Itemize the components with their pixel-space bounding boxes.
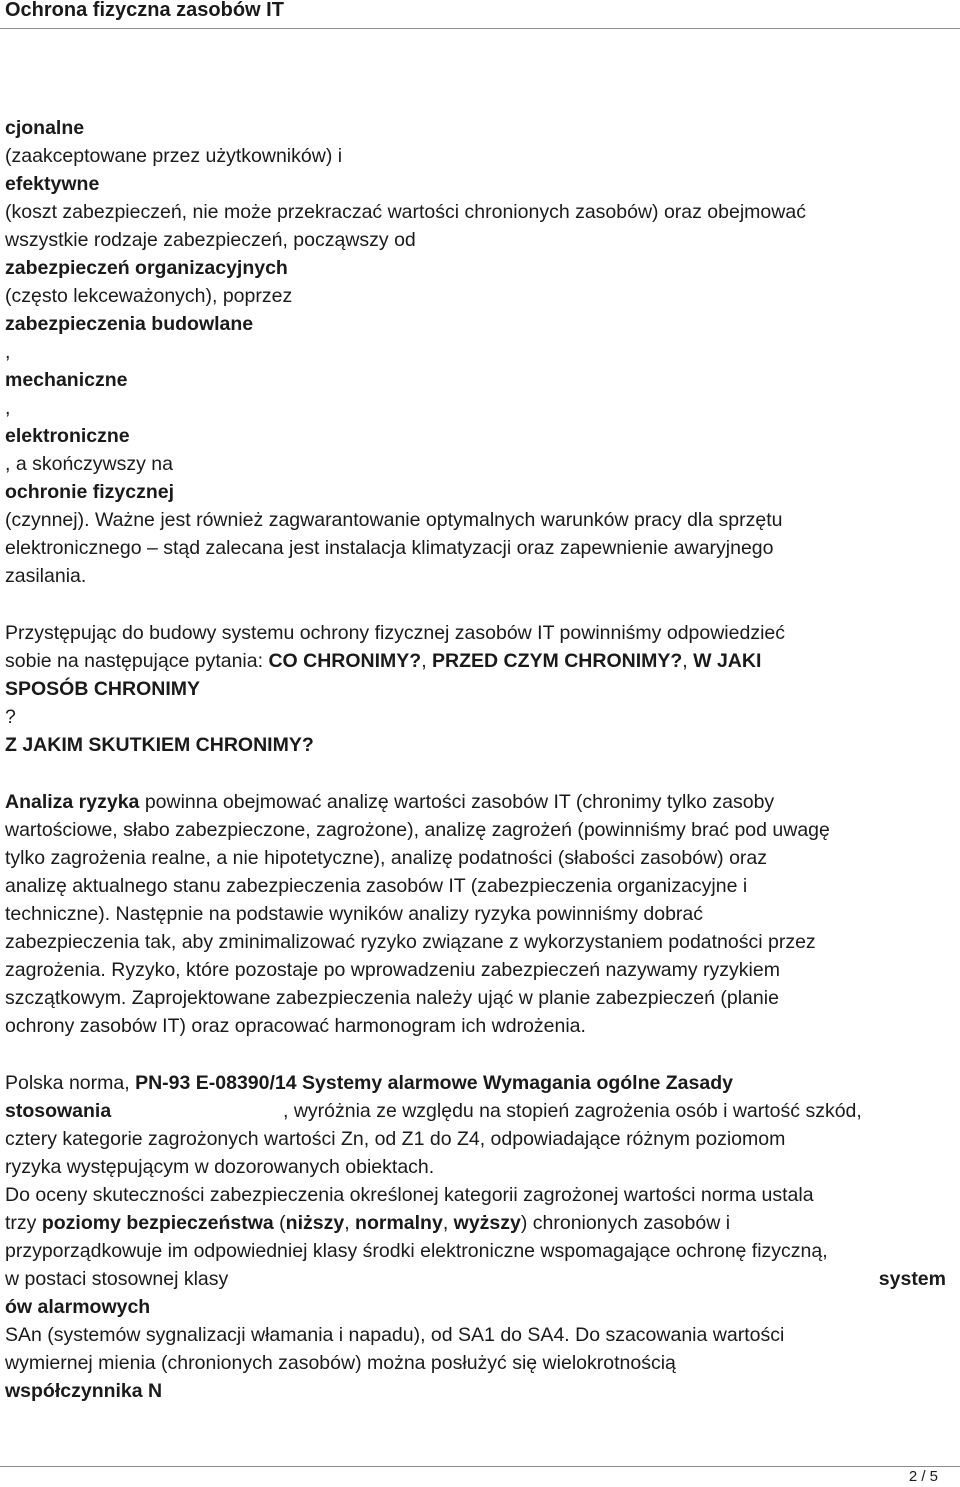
text-line: szczątkowym. Zaprojektowane zabezpieczenia należy ująć w planie zabezpieczeń (planie (5, 987, 779, 1009)
text-run: , (442, 1212, 454, 1234)
text-run: W JAKI (693, 650, 762, 672)
text-run: Polska norma, (5, 1072, 136, 1094)
header-divider (0, 28, 960, 29)
text-line (5, 1209, 955, 1237)
text-line: zabezpieczeń organizacyjnych (5, 257, 288, 279)
text-run: , (682, 650, 694, 672)
text-run: , (421, 650, 433, 672)
text-line: zasilania. (5, 565, 87, 587)
page-header (0, 0, 960, 30)
text-line: ów alarmowych (5, 1296, 151, 1318)
text-run: system (878, 1268, 946, 1290)
norm-title: stosowania (5, 1100, 112, 1122)
text-run: poziomy bezpieczeństwa (41, 1212, 274, 1234)
text-line: , (5, 341, 11, 363)
text-line: elektroniczne (5, 425, 130, 447)
text-line: wartościowe, słabo zabezpieczone, zagrożone), analizę zagrożeń (powinniśmy brać pod uwagę (5, 819, 830, 841)
text-line: , a skończywszy na (5, 453, 173, 475)
text-line: cjonalne (5, 117, 85, 139)
text-line: cztery kategorie zagrożonych wartości Zn, od Z1 do Z4, odpowiadające różnym poziomom (5, 1128, 786, 1150)
text-line: (często lekceważonych), poprzez (5, 285, 293, 307)
text-line: (koszt zabezpieczeń, nie może przekraczać wartości chronionych zasobów) oraz obejmować (5, 201, 806, 223)
document-title: Ochrona fizyczna zasobów IT (5, 0, 284, 21)
text-line: analizę aktualnego stanu zabezpieczenia zasobów IT (zabezpieczenia organizacyjne i (5, 875, 748, 897)
text-line: , (5, 397, 11, 419)
text-line: SPOSÓB CHRONIMY (5, 678, 201, 700)
footer-divider (0, 1466, 960, 1467)
text-run: Analiza ryzyka (5, 791, 140, 813)
text-line: zabezpieczenia tak, aby zminimalizować ryzyko związane z wykorzystaniem podatności przez (5, 931, 816, 953)
text-line: współczynnika N (5, 1380, 163, 1402)
text-line (5, 1265, 946, 1293)
text-line: ? (5, 706, 16, 728)
text-line: przyporządkowuje im odpowiedniej klasy środki elektroniczne wspomagające ochronę fizyczną, (5, 1240, 828, 1262)
text-line: (zaakceptowane przez użytkowników) i (5, 145, 343, 167)
text-run: PRZED CZYM CHRONIMY? (432, 650, 683, 672)
paragraph-spacer (5, 590, 955, 619)
text-line: wymiernej mienia (chronionych zasobów) można posłużyć się wielokrotnością (5, 1352, 676, 1374)
text-line: ryzyka występującym w dozorowanych obiektach. (5, 1156, 435, 1178)
text-line (5, 788, 955, 816)
text-line: tylko zagrożenia realne, a nie hipotetyczne), analizę podatności (słabości zasobów) oraz (5, 847, 768, 869)
text-run: , (344, 1212, 356, 1234)
text-run: niższy (285, 1212, 345, 1234)
text-run: ) chronionych zasobów i (520, 1212, 731, 1234)
paragraph-requirements (5, 114, 955, 590)
text-run: normalny (355, 1212, 443, 1234)
text-line: efektywne (5, 173, 100, 195)
text-line (5, 647, 955, 675)
text-line: Przystępując do budowy systemu ochrony fizycznej zasobów IT powinniśmy odpowiedzieć (5, 622, 786, 644)
text-run: sobie na następujące pytania: (5, 650, 269, 672)
norm-title: PN-93 E-08390/14 Systemy alarmowe Wymagania ogólne Zasady (135, 1072, 733, 1094)
paragraph-risk-analysis (5, 788, 955, 1040)
text-line: Do oceny skuteczności zabezpieczenia określonej kategorii zagrożonej wartości norma ustala (5, 1184, 814, 1206)
text-line: (czynnej). Ważne jest również zagwarantowanie optymalnych warunków pracy dla sprzętu (5, 509, 783, 531)
text-run: w postaci stosownej klasy (5, 1268, 229, 1290)
text-line: Z JAKIM SKUTKIEM CHRONIMY? (5, 734, 314, 756)
paragraph-questions (5, 619, 955, 759)
paragraph-polish-norm (5, 1069, 955, 1405)
text-run: wyższy (453, 1212, 521, 1234)
text-line: wszystkie rodzaje zabezpieczeń, począwszy od (5, 229, 416, 251)
text-run: , wyróżnia ze względu na stopień zagrożenia osób i wartość szkód, (283, 1100, 862, 1122)
text-line: zagrożenia. Ryzyko, które pozostaje po wprowadzeniu zabezpieczeń nazywamy ryzykiem (5, 959, 780, 981)
text-run: trzy (5, 1212, 42, 1234)
text-line: techniczne). Następnie na podstawie wyników analizy ryzyka powinniśmy dobrać (5, 903, 704, 925)
text-run: CO CHRONIMY? (268, 650, 422, 672)
text-line (5, 1069, 955, 1097)
text-line: elektronicznego – stąd zalecana jest instalacja klimatyzacji oraz zapewnienie awaryjnego (5, 537, 774, 559)
text-line: SAn (systemów sygnalizacji włamania i napadu), od SA1 do SA4. Do szacowania wartości (5, 1324, 785, 1346)
document-body (5, 114, 955, 1405)
paragraph-spacer (5, 759, 955, 788)
text-run: powinna obejmować analizę wartości zasobów IT (chronimy tylko zasoby (139, 791, 775, 813)
text-line: zabezpieczenia budowlane (5, 313, 254, 335)
text-line: mechaniczne (5, 369, 128, 391)
page-number: 2 / 5 (908, 1468, 938, 1485)
text-line: ochrony zasobów IT) oraz opracować harmonogram ich wdrożenia. (5, 1015, 586, 1037)
text-run: ( (273, 1212, 286, 1234)
text-line: ochronie fizycznej (5, 481, 175, 503)
paragraph-spacer (5, 1040, 955, 1069)
text-line (5, 1097, 955, 1125)
